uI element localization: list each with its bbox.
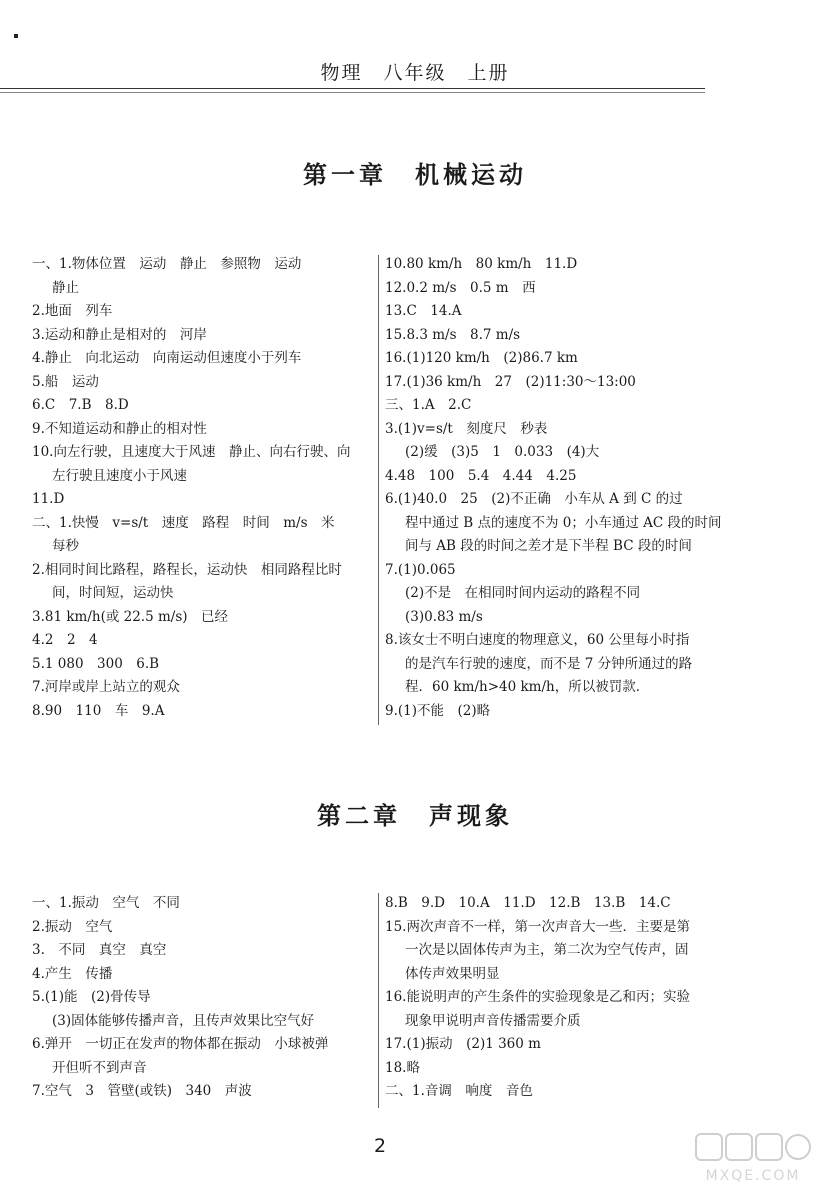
answer-line: 10.向左行驶，且速度大于风速 静止、向右行驶、向 — [32, 444, 351, 460]
answer-line: (2)不是 在相同时间内运动的路程不同 — [405, 585, 641, 601]
answer-line: 3.(1)v=s/t 刻度尺 秒表 — [385, 420, 548, 437]
answer-line: 2.相同时间比路程，路程长，运动快 相同路程比时 — [32, 561, 342, 578]
answer-line: 4.48 100 5.4 4.44 4.25 — [385, 467, 577, 484]
answer-line: 二、1.快慢 v=s/t 速度 路程 时间 m/s 米 — [32, 514, 335, 531]
chapter-1-left-column — [32, 253, 372, 723]
answer-line: 每秒 — [52, 538, 79, 554]
header-rule-thin — [0, 92, 705, 93]
answer-line: 8.B 9.D 10.A 11.D 12.B 13.B 14.C — [385, 895, 671, 911]
answer-line: 现象甲说明声音传播需要介质 — [405, 1012, 581, 1029]
answer-line: 体传声效果明显 — [405, 965, 500, 982]
answer-line: 15.两次声音不一样，第一次声音大一些．主要是第 — [385, 918, 690, 935]
answer-line: 4.静止 向北运动 向南运动但速度小于列车 — [32, 350, 302, 366]
answer-line: 二、1.音调 响度 音色 — [385, 1083, 533, 1099]
answer-line: 三、1.A 2.C — [385, 397, 472, 413]
answer-line: 12.0.2 m/s 0.5 m 西 — [385, 279, 536, 296]
answer-line: 16.(1)120 km/h (2)86.7 km — [385, 350, 578, 366]
answer-line: 一、1.物体位置 运动 静止 参照物 运动 — [32, 256, 302, 272]
answer-line: 5.1 080 300 6.B — [32, 655, 160, 672]
answer-line: 一、1.振动 空气 不同 — [32, 895, 180, 911]
answer-line: 17.(1)振动 (2)1 360 m — [385, 1036, 541, 1052]
watermark-logo-icon — [694, 1130, 812, 1164]
page-number: 2 — [373, 1135, 387, 1157]
answer-line: 4.2 2 4 — [32, 632, 98, 648]
answer-line: 间，时间短，运动快 — [52, 585, 174, 601]
chapter-2-left-column — [32, 892, 372, 1104]
answer-line: 3.81 km/h(或 22.5 m/s) 已经 — [32, 608, 229, 625]
answer-line: 9.(1)不能 (2)略 — [385, 702, 491, 719]
watermark — [694, 1130, 812, 1186]
answer-line: 左行驶且速度小于风速 — [52, 467, 187, 484]
answer-line: 15.8.3 m/s 8.7 m/s — [385, 326, 521, 343]
answer-line: 静止 — [52, 279, 79, 296]
answer-line: 程中通过 B 点的速度不为 0；小车通过 AC 段的时间 — [405, 514, 722, 531]
answer-line: 一次是以固体传声为主，第二次为空气传声，固 — [405, 942, 689, 958]
answer-line: 5.船 运动 — [32, 373, 99, 390]
answer-line: 7.空气 3 管壁(或铁) 340 声波 — [32, 1083, 252, 1099]
answer-line: 5.(1)能 (2)骨传导 — [32, 989, 151, 1005]
running-header: 物理 八年级 上册 — [320, 62, 510, 84]
chapter-1-title: 第一章 机械运动 — [303, 161, 527, 189]
answer-line: 间与 AB 段的时间之差才是下半程 BC 段的时间 — [405, 538, 692, 554]
answer-line: 4.产生 传播 — [32, 965, 113, 982]
chapter-2-title: 第二章 声现象 — [317, 802, 513, 830]
answer-line: 16.能说明声的产生条件的实验现象是乙和丙；实验 — [385, 989, 690, 1005]
answer-line: (3)固体能够传播声音，且传声效果比空气好 — [52, 1012, 315, 1029]
corner-mark — [14, 34, 18, 38]
answer-line: 的是汽车行驶的速度，而不是 7 分钟所通过的路 — [405, 655, 693, 672]
chapter-1-right-column — [385, 253, 730, 723]
answer-line: 6.C 7.B 8.D — [32, 397, 129, 413]
answer-line: 2.地面 列车 — [32, 303, 113, 319]
answer-line: 8.该女士不明白速度的物理意义，60 公里每小时指 — [385, 632, 690, 648]
answer-line: 17.(1)36 km/h 27 (2)11:30～13:00 — [385, 373, 636, 390]
watermark-text: MXQE.COM — [705, 1168, 801, 1184]
answer-line: 2.振动 空气 — [32, 918, 113, 935]
answer-line: 程．60 km/h>40 km/h，所以被罚款． — [405, 679, 650, 695]
answer-line: 13.C 14.A — [385, 303, 462, 319]
column-divider — [378, 893, 379, 1108]
answer-line: 7.(1)0.065 — [385, 561, 456, 578]
answer-line: 开但听不到声音 — [52, 1059, 147, 1076]
column-divider — [378, 255, 379, 725]
answer-line: 18.略 — [385, 1059, 420, 1076]
answer-line: 3. 不同 真空 真空 — [32, 942, 167, 958]
answer-line: 11.D — [32, 491, 65, 507]
answer-line: 7.河岸或岸上站立的观众 — [32, 679, 180, 695]
header-rule — [0, 88, 705, 89]
answer-line: 9.不知道运动和静止的相对性 — [32, 420, 207, 437]
answer-line: 6.(1)40.0 25 (2)不正确 小车从 A 到 C 的过 — [385, 491, 683, 507]
answer-line: 6.弹开 一切正在发声的物体都在振动 小球被弹 — [32, 1036, 329, 1052]
chapter-2-right-column — [385, 892, 730, 1104]
answer-line: 3.运动和静止是相对的 河岸 — [32, 326, 207, 343]
answer-line: 10.80 km/h 80 km/h 11.D — [385, 256, 578, 272]
answer-line: (3)0.83 m/s — [405, 608, 483, 625]
answer-line: (2)缓 (3)5 1 0.033 (4)大 — [405, 444, 600, 460]
answer-line: 8.90 110 车 9.A — [32, 702, 165, 719]
